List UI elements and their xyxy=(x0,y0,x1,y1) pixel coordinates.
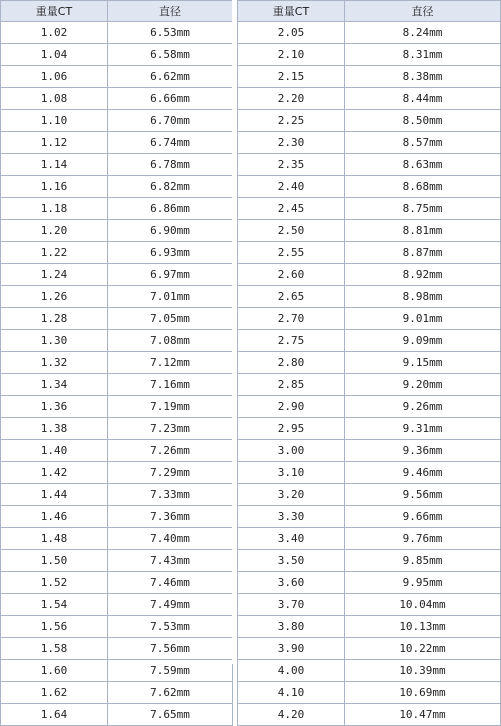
weight-cell: 1.32 xyxy=(1,352,108,374)
weight-cell: 4.00 xyxy=(238,660,345,682)
table-row xyxy=(1,198,233,220)
table-row xyxy=(1,704,233,726)
diameter-cell: 8.87mm xyxy=(345,242,501,264)
diameter-cell: 6.90mm xyxy=(108,220,233,242)
weight-cell: 2.90 xyxy=(238,396,345,418)
table-body-left xyxy=(1,22,233,726)
table-row xyxy=(1,638,233,660)
weight-cell: 1.38 xyxy=(1,418,108,440)
table-row xyxy=(1,132,233,154)
diameter-cell: 7.36mm xyxy=(108,506,233,528)
table-row xyxy=(238,132,501,154)
weight-cell: 1.34 xyxy=(1,374,108,396)
diameter-cell: 7.65mm xyxy=(108,704,233,726)
diameter-cell: 7.33mm xyxy=(108,484,233,506)
table-row xyxy=(1,506,233,528)
diameter-cell: 6.78mm xyxy=(108,154,233,176)
table-row xyxy=(1,374,233,396)
weight-cell: 3.40 xyxy=(238,528,345,550)
weight-cell: 1.18 xyxy=(1,198,108,220)
weight-cell: 1.62 xyxy=(1,682,108,704)
table-row xyxy=(1,154,233,176)
weight-cell: 2.60 xyxy=(238,264,345,286)
weight-cell: 2.40 xyxy=(238,176,345,198)
table-row xyxy=(238,264,501,286)
weight-cell: 1.30 xyxy=(1,330,108,352)
table-row xyxy=(1,220,233,242)
table-row xyxy=(238,660,501,682)
weight-cell: 2.15 xyxy=(238,66,345,88)
diameter-cell: 7.46mm xyxy=(108,572,233,594)
weight-cell: 1.64 xyxy=(1,704,108,726)
diameter-cell: 9.26mm xyxy=(345,396,501,418)
weight-cell: 1.40 xyxy=(1,440,108,462)
table-row xyxy=(238,176,501,198)
weight-cell: 1.42 xyxy=(1,462,108,484)
table-row xyxy=(1,44,233,66)
diameter-cell: 7.29mm xyxy=(108,462,233,484)
weight-cell: 1.48 xyxy=(1,528,108,550)
table-row xyxy=(238,66,501,88)
header-row xyxy=(1,1,233,22)
table-row xyxy=(1,242,233,264)
weight-cell: 1.04 xyxy=(1,44,108,66)
weight-cell: 3.20 xyxy=(238,484,345,506)
table-row xyxy=(238,220,501,242)
diameter-cell: 10.69mm xyxy=(345,682,501,704)
weight-cell: 2.65 xyxy=(238,286,345,308)
weight-cell: 1.16 xyxy=(1,176,108,198)
weight-cell: 1.50 xyxy=(1,550,108,572)
diameter-header: 直径 xyxy=(345,1,501,22)
weight-cell: 1.22 xyxy=(1,242,108,264)
diameter-cell: 7.08mm xyxy=(108,330,233,352)
diameter-cell: 7.23mm xyxy=(108,418,233,440)
table-row xyxy=(238,44,501,66)
table-row xyxy=(1,88,233,110)
weight-cell: 2.50 xyxy=(238,220,345,242)
table-row xyxy=(1,308,233,330)
weight-cell: 3.90 xyxy=(238,638,345,660)
weight-cell: 1.46 xyxy=(1,506,108,528)
table-row xyxy=(238,638,501,660)
table-row xyxy=(238,594,501,616)
weight-cell: 1.08 xyxy=(1,88,108,110)
table-row xyxy=(238,462,501,484)
table-row xyxy=(1,682,233,704)
table-row xyxy=(238,374,501,396)
diameter-cell: 6.97mm xyxy=(108,264,233,286)
diameter-cell: 8.63mm xyxy=(345,154,501,176)
table-row xyxy=(238,110,501,132)
table-row xyxy=(1,440,233,462)
weight-cell: 3.10 xyxy=(238,462,345,484)
diameter-header: 直径 xyxy=(108,1,233,22)
weight-cell: 1.36 xyxy=(1,396,108,418)
diameter-cell: 9.31mm xyxy=(345,418,501,440)
diameter-cell: 7.01mm xyxy=(108,286,233,308)
diameter-cell: 6.70mm xyxy=(108,110,233,132)
table-row xyxy=(238,286,501,308)
weight-cell: 2.20 xyxy=(238,88,345,110)
weight-cell: 1.06 xyxy=(1,66,108,88)
table-row xyxy=(1,352,233,374)
weight-cell: 3.80 xyxy=(238,616,345,638)
diameter-cell: 6.86mm xyxy=(108,198,233,220)
diameter-cell: 10.47mm xyxy=(345,704,501,726)
weight-cell: 1.12 xyxy=(1,132,108,154)
weight-cell: 1.44 xyxy=(1,484,108,506)
table-row xyxy=(1,528,233,550)
diameter-cell: 9.95mm xyxy=(345,572,501,594)
diameter-cell: 6.53mm xyxy=(108,22,233,44)
diameter-cell: 8.31mm xyxy=(345,44,501,66)
weight-cell: 3.70 xyxy=(238,594,345,616)
table-row xyxy=(1,484,233,506)
diameter-cell: 8.68mm xyxy=(345,176,501,198)
table-row xyxy=(238,352,501,374)
weight-cell: 1.28 xyxy=(1,308,108,330)
table-row xyxy=(238,242,501,264)
table-row xyxy=(1,396,233,418)
weight-cell: 1.58 xyxy=(1,638,108,660)
table-row xyxy=(238,440,501,462)
weight-header: 重量CT xyxy=(238,1,345,22)
table-row xyxy=(238,22,501,44)
diameter-cell: 7.12mm xyxy=(108,352,233,374)
table-row xyxy=(238,308,501,330)
diameter-cell: 8.50mm xyxy=(345,110,501,132)
weight-cell: 2.45 xyxy=(238,198,345,220)
table-row xyxy=(238,528,501,550)
weight-cell: 1.02 xyxy=(1,22,108,44)
diameter-cell: 9.36mm xyxy=(345,440,501,462)
diameter-cell: 10.39mm xyxy=(345,660,501,682)
table-row xyxy=(238,550,501,572)
table-row xyxy=(1,418,233,440)
diameter-cell: 10.22mm xyxy=(345,638,501,660)
table-row xyxy=(1,176,233,198)
table-row xyxy=(1,660,233,682)
diameter-cell: 8.24mm xyxy=(345,22,501,44)
weight-cell: 2.85 xyxy=(238,374,345,396)
table-row xyxy=(238,396,501,418)
table-row xyxy=(1,66,233,88)
table-row xyxy=(1,286,233,308)
weight-cell: 1.56 xyxy=(1,616,108,638)
table-row xyxy=(1,462,233,484)
weight-cell: 1.10 xyxy=(1,110,108,132)
table-row xyxy=(1,22,233,44)
weight-cell: 4.10 xyxy=(238,682,345,704)
diameter-cell: 10.04mm xyxy=(345,594,501,616)
weight-cell: 2.70 xyxy=(238,308,345,330)
weight-cell: 1.54 xyxy=(1,594,108,616)
table-row xyxy=(238,154,501,176)
weight-cell: 2.55 xyxy=(238,242,345,264)
diameter-cell: 7.40mm xyxy=(108,528,233,550)
diameter-cell: 9.01mm xyxy=(345,308,501,330)
weight-cell: 3.30 xyxy=(238,506,345,528)
diameter-cell: 8.81mm xyxy=(345,220,501,242)
diameter-cell: 8.38mm xyxy=(345,66,501,88)
diameter-cell: 9.09mm xyxy=(345,330,501,352)
weight-cell: 3.50 xyxy=(238,550,345,572)
diameter-cell: 6.66mm xyxy=(108,88,233,110)
weight-cell: 2.35 xyxy=(238,154,345,176)
diameter-cell: 7.49mm xyxy=(108,594,233,616)
weight-cell: 3.60 xyxy=(238,572,345,594)
weight-cell: 1.14 xyxy=(1,154,108,176)
diameter-cell: 9.15mm xyxy=(345,352,501,374)
diameter-cell: 7.16mm xyxy=(108,374,233,396)
table-row xyxy=(238,418,501,440)
weight-cell: 1.20 xyxy=(1,220,108,242)
diameter-cell: 6.62mm xyxy=(108,66,233,88)
table-row xyxy=(238,572,501,594)
diameter-cell: 7.26mm xyxy=(108,440,233,462)
diameter-cell: 6.93mm xyxy=(108,242,233,264)
diameter-cell: 8.98mm xyxy=(345,286,501,308)
weight-cell: 2.25 xyxy=(238,110,345,132)
table-row xyxy=(238,198,501,220)
table-row xyxy=(238,616,501,638)
weight-cell: 4.20 xyxy=(238,704,345,726)
weight-diameter-table-right xyxy=(237,0,501,726)
diameter-cell: 10.13mm xyxy=(345,616,501,638)
table-row xyxy=(238,330,501,352)
diameter-cell: 7.59mm xyxy=(108,660,233,682)
weight-cell: 2.95 xyxy=(238,418,345,440)
table-row xyxy=(1,264,233,286)
diameter-cell: 7.05mm xyxy=(108,308,233,330)
weight-cell: 2.05 xyxy=(238,22,345,44)
diameter-cell: 9.46mm xyxy=(345,462,501,484)
weight-cell: 1.24 xyxy=(1,264,108,286)
weight-cell: 1.60 xyxy=(1,660,108,682)
diameter-cell: 7.53mm xyxy=(108,616,233,638)
table-row xyxy=(238,682,501,704)
diameter-cell: 8.75mm xyxy=(345,198,501,220)
diameter-cell: 9.85mm xyxy=(345,550,501,572)
diameter-cell: 6.58mm xyxy=(108,44,233,66)
table-row xyxy=(1,110,233,132)
weight-cell: 1.26 xyxy=(1,286,108,308)
weight-cell: 1.52 xyxy=(1,572,108,594)
table-row xyxy=(1,616,233,638)
diameter-cell: 9.56mm xyxy=(345,484,501,506)
diameter-cell: 9.76mm xyxy=(345,528,501,550)
diameter-cell: 8.92mm xyxy=(345,264,501,286)
weight-cell: 3.00 xyxy=(238,440,345,462)
diameter-cell: 9.20mm xyxy=(345,374,501,396)
table-row xyxy=(1,572,233,594)
diameter-cell: 8.57mm xyxy=(345,132,501,154)
diameter-cell: 7.43mm xyxy=(108,550,233,572)
weight-diameter-table-left xyxy=(0,0,233,726)
diameter-cell: 6.74mm xyxy=(108,132,233,154)
diameter-cell: 9.66mm xyxy=(345,506,501,528)
weight-cell: 2.80 xyxy=(238,352,345,374)
diameter-cell: 7.62mm xyxy=(108,682,233,704)
diameter-cell: 8.44mm xyxy=(345,88,501,110)
table-row xyxy=(238,484,501,506)
table-row xyxy=(238,506,501,528)
diameter-cell: 7.56mm xyxy=(108,638,233,660)
weight-cell: 2.75 xyxy=(238,330,345,352)
table-row xyxy=(1,550,233,572)
weight-cell: 2.10 xyxy=(238,44,345,66)
table-row xyxy=(1,594,233,616)
table-body-right xyxy=(238,22,501,726)
diameter-cell: 7.19mm xyxy=(108,396,233,418)
weight-header: 重量CT xyxy=(1,1,108,22)
header-row xyxy=(238,1,501,22)
weight-cell: 2.30 xyxy=(238,132,345,154)
table-row xyxy=(1,330,233,352)
diameter-cell: 6.82mm xyxy=(108,176,233,198)
table-row xyxy=(238,704,501,726)
table-row xyxy=(238,88,501,110)
